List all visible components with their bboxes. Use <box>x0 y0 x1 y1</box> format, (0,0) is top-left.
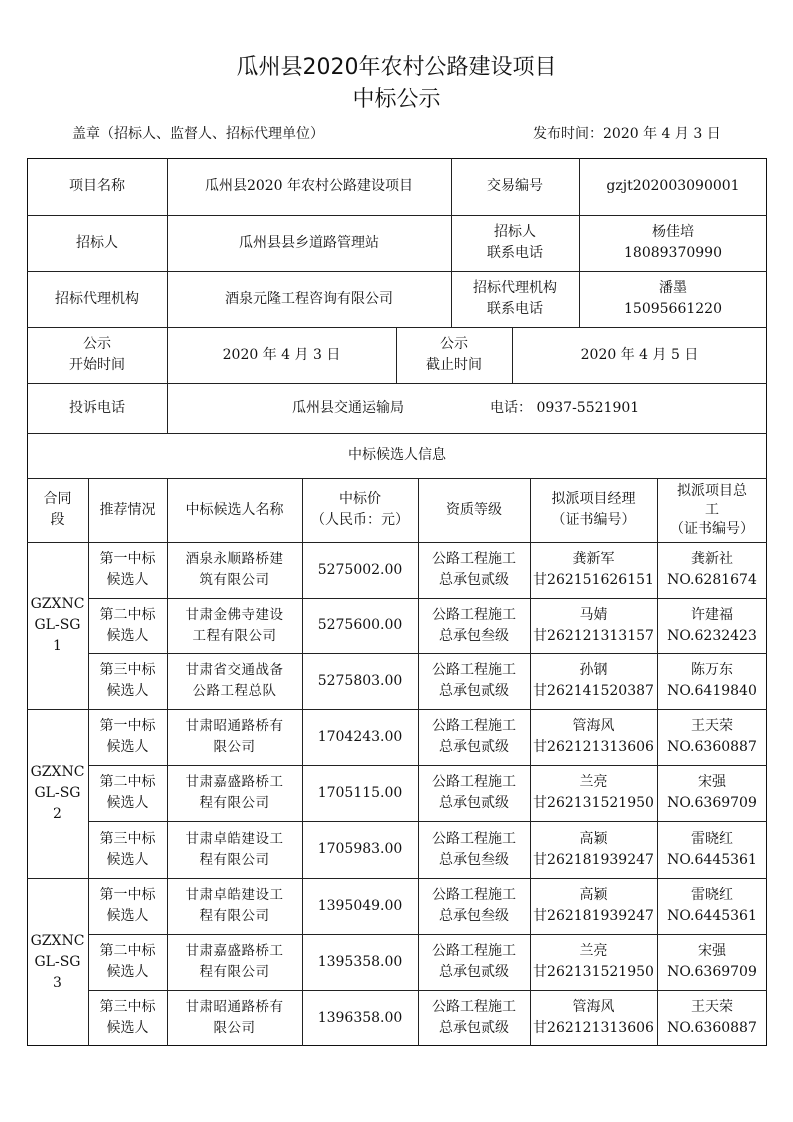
qualification-grade <box>418 990 530 1046</box>
section-code <box>27 709 88 878</box>
name-line: 公路工程总队 <box>192 683 277 699</box>
header-grade: 资质等级 <box>446 501 502 518</box>
name-line: 限公司 <box>213 739 256 755</box>
grade-line: 公路工程施工 <box>432 774 516 790</box>
rank-line: 第一中标 <box>99 718 156 734</box>
contact-name: 潘墨 <box>659 280 687 296</box>
candidate-name <box>167 653 302 709</box>
manager-name: 孙钢 <box>579 662 608 678</box>
engineer-cert: NO.6419840 <box>667 683 757 699</box>
grade-line: 总承包叁级 <box>439 851 509 868</box>
candidate-name <box>167 821 302 878</box>
name-line: 甘肃嘉盛路桥工 <box>185 774 284 790</box>
contact-phone: 18089370990 <box>624 245 722 261</box>
label-line: 联系电话 <box>487 301 543 317</box>
project-manager <box>530 878 657 934</box>
grade-line: 公路工程施工 <box>432 718 516 734</box>
agency-phone-label <box>451 271 579 327</box>
header-line: 拟派项目经理 <box>551 491 636 507</box>
project-manager <box>530 542 657 598</box>
candidate-name <box>167 542 302 598</box>
page-title: 瓜州县2020年农村公路建设项目 <box>236 55 557 80</box>
project-manager <box>530 821 657 878</box>
code-line: 3 <box>53 974 62 991</box>
rank-cell <box>88 934 167 990</box>
qualification-grade <box>418 821 530 878</box>
manager-cert: 甘262181939247 <box>533 908 654 924</box>
grade-line: 总承包贰级 <box>439 1020 509 1036</box>
engineer-cert: NO.6445361 <box>667 851 757 868</box>
header-line: 工 <box>705 501 719 518</box>
complaint-contact <box>167 383 767 433</box>
code-line: GZXNC <box>30 764 85 780</box>
grade-line: 公路工程施工 <box>432 943 516 959</box>
manager-name: 兰亮 <box>579 943 608 959</box>
candidate-section-title: 中标候选人信息 <box>348 447 446 463</box>
rank-cell <box>88 990 167 1046</box>
manager-cert: 甘262131521950 <box>533 964 654 980</box>
code-line: GL-SG <box>34 953 81 970</box>
rank-line: 候选人 <box>106 739 149 755</box>
header-price <box>302 478 418 542</box>
engineer-cert: NO.6281674 <box>667 572 757 588</box>
rank-line: 候选人 <box>106 683 149 699</box>
name-line: 程有限公司 <box>199 908 270 924</box>
tenderer: 瓜州县县乡道路管理站 <box>239 234 379 251</box>
engineer-name: 王天荣 <box>691 999 733 1015</box>
name-line: 工程有限公司 <box>192 627 277 644</box>
code-line: GL-SG <box>34 785 81 801</box>
qualification-grade <box>418 878 530 934</box>
grade-line: 公路工程施工 <box>432 999 516 1015</box>
end-date: 2020 年 4 月 5 日 <box>580 346 699 363</box>
engineer-name: 雷晓红 <box>691 830 733 847</box>
bid-price: 1704243.00 <box>317 728 403 745</box>
chief-engineer <box>657 542 767 598</box>
label-line: 公示 <box>83 336 111 352</box>
chief-engineer <box>657 653 767 709</box>
qualification-grade <box>418 709 530 765</box>
header-line: 中标价 <box>339 491 381 507</box>
chief-engineer <box>657 934 767 990</box>
agency-label: 招标代理机构 <box>55 290 139 307</box>
end-time-label <box>396 327 512 383</box>
rank-line: 第二中标 <box>99 943 156 959</box>
contact-name: 杨佳培 <box>652 224 694 240</box>
grade-line: 总承包叁级 <box>439 627 509 644</box>
bid-price: 1705115.00 <box>317 784 403 801</box>
rank-line: 第二中标 <box>99 774 156 790</box>
project-manager <box>530 990 657 1046</box>
manager-cert: 甘262121313606 <box>533 739 654 755</box>
agency-contact <box>579 271 767 327</box>
rank-cell <box>88 765 167 821</box>
engineer-cert: NO.6232423 <box>667 627 757 644</box>
qualification-grade <box>418 934 530 990</box>
chief-engineer <box>657 709 767 765</box>
grade-line: 总承包贰级 <box>439 739 509 755</box>
name-line: 筑有限公司 <box>199 572 270 588</box>
code-line: GZXNC <box>30 596 85 612</box>
name-line: 甘肃卓皓建设工 <box>185 830 284 847</box>
label-line: 联系电话 <box>487 245 543 261</box>
name-line: 甘肃昭通路桥有 <box>185 718 284 734</box>
chief-engineer <box>657 765 767 821</box>
rank-line: 候选人 <box>106 964 149 980</box>
label-line: 截止时间 <box>426 357 482 373</box>
chief-engineer <box>657 990 767 1046</box>
project-manager <box>530 653 657 709</box>
engineer-cert: NO.6360887 <box>667 1020 757 1036</box>
rank-line: 候选人 <box>106 851 149 868</box>
rank-line: 第二中标 <box>99 606 156 623</box>
name-line: 限公司 <box>213 1020 256 1036</box>
manager-cert: 甘262121313606 <box>533 1020 654 1036</box>
header-line: （证书编号） <box>551 512 636 528</box>
engineer-cert: NO.6445361 <box>667 908 757 924</box>
name-line: 甘肃卓皓建设工 <box>185 887 284 903</box>
project-manager <box>530 598 657 653</box>
project-name: 瓜州县2020 年农村公路建设项目 <box>204 178 414 194</box>
chief-engineer <box>657 821 767 878</box>
bid-price: 5275803.00 <box>317 672 403 689</box>
project-manager <box>530 765 657 821</box>
name-line: 甘肃省交通战备 <box>185 662 284 678</box>
section-code <box>27 878 88 1046</box>
start-date: 2020 年 4 月 3 日 <box>222 346 341 363</box>
rank-line: 候选人 <box>106 795 149 811</box>
complaint-label: 投诉电话 <box>69 399 125 416</box>
grade-line: 总承包贰级 <box>439 572 509 588</box>
page-subtitle: 中标公示 <box>352 87 441 112</box>
bid-price: 5275002.00 <box>317 561 403 578</box>
agency: 酒泉元隆工程咨询有限公司 <box>225 290 393 307</box>
manager-cert: 甘262121313157 <box>533 627 654 644</box>
grade-line: 公路工程施工 <box>432 551 516 567</box>
candidate-name <box>167 598 302 653</box>
project-manager <box>530 934 657 990</box>
rank-line: 候选人 <box>106 627 149 644</box>
header-line: 段 <box>50 512 65 528</box>
code-line: 2 <box>53 806 62 822</box>
manager-name: 管海风 <box>572 718 615 734</box>
tenderer-contact <box>579 215 767 271</box>
manager-name: 管海风 <box>572 999 615 1015</box>
name-line: 程有限公司 <box>199 964 270 980</box>
manager-name: 兰亮 <box>579 774 608 790</box>
publish-time: 发布时间：2020 年 4 月 3 日 <box>533 126 721 142</box>
label-line: 招标人 <box>494 224 536 240</box>
rank-line: 候选人 <box>106 908 149 924</box>
name-line: 程有限公司 <box>199 795 270 811</box>
engineer-name: 龚新社 <box>691 551 733 567</box>
grade-line: 总承包贰级 <box>439 795 509 811</box>
manager-name: 高颖 <box>579 887 608 903</box>
qualification-grade <box>418 765 530 821</box>
complaint-org: 瓜州县交通运输局 <box>292 399 404 416</box>
qualification-grade <box>418 598 530 653</box>
grade-line: 总承包叁级 <box>439 908 509 924</box>
label-line: 公示 <box>440 336 468 352</box>
rank-cell <box>88 653 167 709</box>
tenderer-phone-label <box>451 215 579 271</box>
rank-cell <box>88 542 167 598</box>
engineer-name: 王天荣 <box>691 718 733 734</box>
rank-line: 第三中标 <box>99 830 156 847</box>
start-time-label <box>27 327 167 383</box>
rank-line: 候选人 <box>106 572 149 588</box>
name-line: 甘肃昭通路桥有 <box>185 999 284 1015</box>
chief-engineer <box>657 878 767 934</box>
complaint-phone: 电话： 0937-5521901 <box>490 399 640 416</box>
bid-price: 1705983.00 <box>317 841 403 857</box>
code-line: GZXNC <box>30 932 85 949</box>
rank-line: 第一中标 <box>99 887 156 903</box>
rank-cell <box>88 878 167 934</box>
section-code <box>27 542 88 709</box>
engineer-name: 宋强 <box>698 774 726 790</box>
header-line: 拟派项目总 <box>677 482 747 499</box>
rank-line: 第一中标 <box>99 551 156 567</box>
manager-cert: 甘262131521950 <box>533 795 654 811</box>
manager-cert: 甘262151626151 <box>533 572 654 588</box>
trade-no: gzjt202003090001 <box>606 178 740 194</box>
candidate-name <box>167 990 302 1046</box>
grade-line: 公路工程施工 <box>432 606 516 623</box>
manager-cert: 甘262181939247 <box>533 851 654 868</box>
candidate-name <box>167 934 302 990</box>
tenderer-label: 招标人 <box>76 234 118 251</box>
project-manager <box>530 709 657 765</box>
name-line: 甘肃嘉盛路桥工 <box>185 943 284 959</box>
engineer-cert: NO.6369709 <box>667 795 757 811</box>
header-line: 合同 <box>43 491 72 507</box>
engineer-cert: NO.6369709 <box>667 964 757 980</box>
name-line: 甘肃金佛寺建设 <box>185 606 284 623</box>
grade-line: 公路工程施工 <box>432 830 516 847</box>
header-line: （人民币：元） <box>311 512 409 528</box>
rank-cell <box>88 598 167 653</box>
bid-price: 1395049.00 <box>317 897 403 914</box>
chief-engineer <box>657 598 767 653</box>
candidate-name <box>167 765 302 821</box>
grade-line: 总承包贰级 <box>439 683 509 699</box>
engineer-cert: NO.6360887 <box>667 739 757 755</box>
name-line: 酒泉永顺路桥建 <box>185 551 284 567</box>
header-name: 中标候选人名称 <box>185 501 284 518</box>
grade-line: 公路工程施工 <box>432 887 516 903</box>
candidate-name <box>167 878 302 934</box>
bid-price: 5275600.00 <box>317 617 403 633</box>
rank-line: 候选人 <box>106 1020 149 1036</box>
manager-name: 龚新军 <box>572 551 615 567</box>
code-line: 1 <box>53 638 62 654</box>
manager-name: 马婧 <box>579 606 608 623</box>
engineer-name: 陈万东 <box>691 662 733 678</box>
manager-name: 高颖 <box>579 830 608 847</box>
rank-line: 第三中标 <box>99 662 156 678</box>
bid-price: 1395358.00 <box>317 953 403 970</box>
manager-cert: 甘262141520387 <box>533 683 654 699</box>
engineer-name: 雷晓红 <box>691 887 733 903</box>
label-line: 开始时间 <box>69 357 125 373</box>
header-engineer <box>657 478 767 542</box>
trade-no-label: 交易编号 <box>487 178 543 194</box>
grade-line: 总承包贰级 <box>439 964 509 980</box>
qualification-grade <box>418 542 530 598</box>
bid-price: 1396358.00 <box>317 1009 403 1026</box>
project-name-label: 项目名称 <box>69 178 125 194</box>
header-line: （证书编号） <box>670 520 754 537</box>
engineer-name: 宋强 <box>698 943 726 959</box>
rank-cell <box>88 821 167 878</box>
rank-line: 第三中标 <box>99 999 156 1015</box>
label-line: 招标代理机构 <box>473 280 557 296</box>
engineer-name: 许建福 <box>691 606 733 623</box>
code-line: GL-SG <box>34 617 81 633</box>
candidate-name <box>167 709 302 765</box>
qualification-grade <box>418 653 530 709</box>
header-section <box>27 478 88 542</box>
grade-line: 公路工程施工 <box>432 662 516 678</box>
contact-phone: 15095661220 <box>624 301 722 317</box>
header-manager <box>530 478 657 542</box>
rank-cell <box>88 709 167 765</box>
header-rank: 推荐情况 <box>99 501 156 518</box>
stamp-label: 盖章（招标人、监督人、招标代理单位） <box>72 126 324 142</box>
name-line: 程有限公司 <box>199 851 270 868</box>
